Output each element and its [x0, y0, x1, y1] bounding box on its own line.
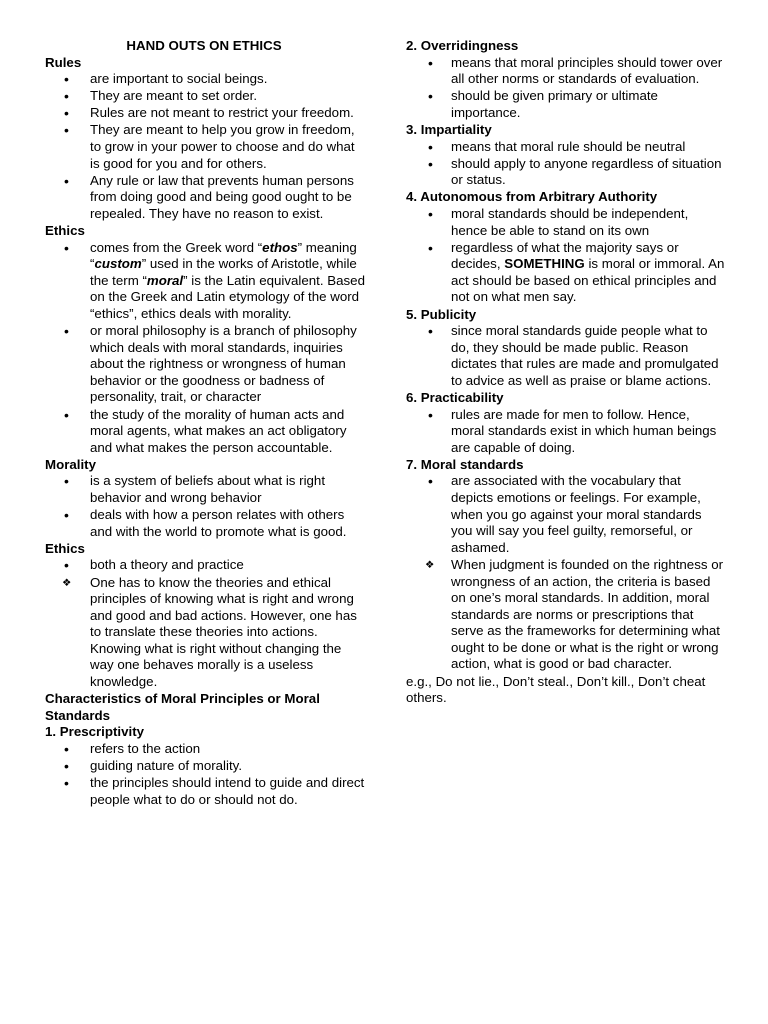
rules-list [45, 71, 367, 222]
impartiality-list [406, 139, 726, 189]
list-item: • the principles should intend to guide and direct people what to do or should not do. [45, 775, 367, 808]
morality-list [45, 473, 367, 540]
list-item: • means that moral principles should tower over all other norms or standards of evaluation. [406, 55, 726, 88]
right-column [406, 38, 726, 707]
autonomous-heading: 4. Autonomous from Arbitrary Authority [406, 189, 658, 205]
left-column [45, 38, 367, 809]
moral-standards-list [406, 473, 726, 673]
list-item: • deals with how a person relates with others and with the world to promote what is good. [45, 507, 367, 540]
document-title: HAND OUTS ON ETHICS [126, 38, 282, 53]
list-item: • should be given primary or ultimate importance. [406, 88, 726, 121]
list-item: • are associated with the vocabulary that depicts emotions or feelings. For example, when you go against your moral standards you will say you feel guilty, remorseful, or ashamed. [406, 473, 726, 556]
list-item [45, 240, 367, 323]
publicity-list [406, 323, 726, 389]
list-item: • means that moral rule should be neutral [406, 139, 726, 156]
prescriptivity-list [45, 741, 367, 808]
morality-heading: Morality [45, 456, 96, 472]
list-item: • Any rule or law that prevents human persons from doing good and being good ought to be repealed. They have no reason to exist. [45, 173, 367, 223]
text-run: When judgment is founded on the rightness or wrongness of an action, the [451, 556, 724, 589]
practicability-list [406, 407, 726, 457]
text-run: ” used in the works of Aristotle, while the term “ [90, 256, 357, 288]
publicity-heading: 5. Publicity [406, 306, 477, 322]
text-run: ” meaning “ [90, 239, 357, 272]
text-run: ” is the Latin equivalent. Based on the Greek and Latin etymology of the word “ethics”, ethics deals with morality. [90, 272, 365, 321]
list-item: • since moral standards guide people what to do, they should be made public. Reason dictates that rules are made and promulgated to advice as well as praise or blame actions. [406, 323, 726, 389]
list-item: • or moral philosophy is a branch of philosophy which deals with moral standards, inquiries about the rightness or wrongness of human behavior or the goodness or badness of personality, trait, or character [45, 323, 367, 406]
list-item: • They are meant to help you grow in freedom, to grow in your power to choose and do what is good for you and for others. [45, 122, 367, 172]
term-ethos: ethos [262, 239, 298, 255]
autonomous-list [406, 206, 726, 306]
prescriptivity-heading: 1. Prescriptivity [45, 724, 145, 740]
text-run: criteria is based on one’s moral [451, 573, 711, 606]
characteristics-heading: Characteristics of Moral Principles or Moral Standards [45, 691, 320, 723]
ethics-heading: Ethics [45, 223, 85, 239]
list-item: • both a theory and practice [45, 557, 367, 574]
list-item: • are important to social beings. [45, 71, 367, 88]
list-item [406, 240, 726, 306]
text-run: standards. In addition, moral standards are norms or prescriptions that serve as the frameworks for determining what ought to be done or what is the right or wrong action, what is good or bad character. [451, 590, 721, 672]
list-item: • should apply to anyone regardless of situation or status. [406, 156, 726, 189]
rules-heading: Rules [45, 54, 82, 70]
overridingness-list [406, 55, 726, 122]
text-run: regardless of what the majority says or decides, [451, 239, 679, 272]
text-run: comes from the Greek word “ [90, 239, 263, 255]
list-item: • the study of the morality of human acts and moral agents, what makes an act obligatory and what makes the person accountable. [45, 407, 367, 457]
emphasis-something: SOMETHING [504, 256, 585, 272]
list-item: • moral standards should be independent, hence be able to stand on its own [406, 206, 726, 239]
list-item: • rules are made for men to follow. Hence, moral standards exist in which human beings are capable of doing. [406, 407, 726, 457]
practicability-heading: 6. Practicability [406, 389, 504, 405]
text-run: is moral or immoral. An act should be based on ethical principles and not on what men say. [451, 256, 725, 305]
example-note: e.g., Do not lie., Don’t steal., Don’t kill., Don’t cheat others. [406, 673, 706, 706]
list-item: • guiding nature of morality. [45, 758, 367, 775]
ethics-practice-list [45, 557, 367, 690]
ethics-list [45, 240, 367, 457]
list-item: ❖ One has to know the theories and ethical principles of knowing what is right and wrong and good and bad actions. However, one has to translate these theories into actions. Knowing what is right without changing the way one behaves morally is a useless knowledge. [45, 575, 367, 691]
overridingness-heading: 2. Overridingness [406, 38, 519, 53]
list-item: • refers to the action [45, 741, 367, 758]
list-item: • is a system of beliefs about what is right behavior and wrong behavior [45, 473, 367, 506]
list-item: • They are meant to set order. [45, 88, 367, 105]
term-custom: custom [94, 256, 142, 272]
impartiality-heading: 3. Impartiality [406, 121, 492, 137]
list-item [406, 557, 726, 673]
term-moral: moral [146, 272, 184, 288]
moral-standards-heading: 7. Moral standards [406, 456, 524, 472]
list-item: • Rules are not meant to restrict your freedom. [45, 105, 367, 122]
ethics-practice-heading: Ethics [45, 540, 85, 556]
